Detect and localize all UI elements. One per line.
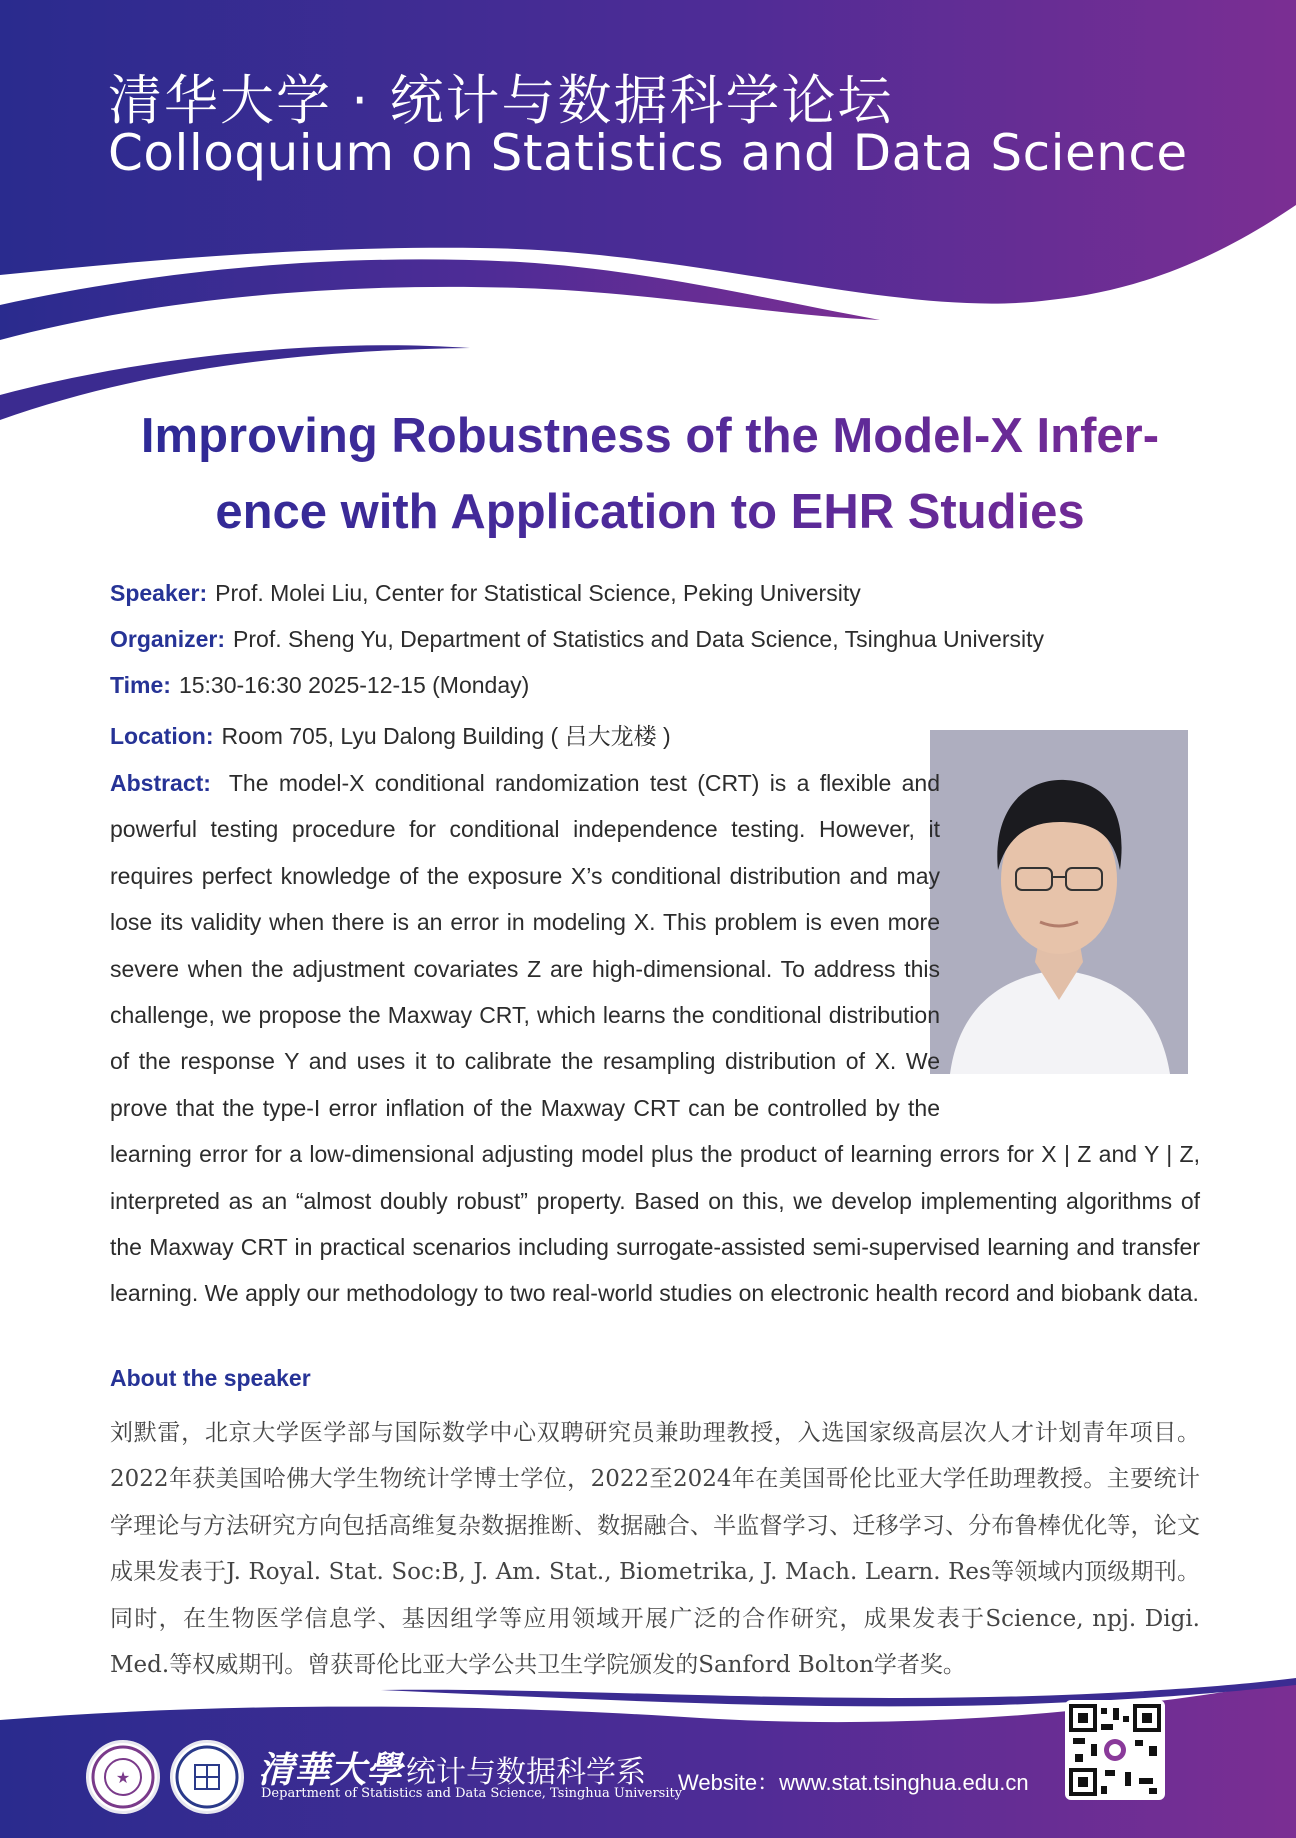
- speaker-label: Speaker:: [110, 580, 208, 606]
- colloquium-title-english: Colloquium on Statistics and Data Science: [108, 124, 1188, 182]
- header-banner: [0, 0, 1296, 420]
- location-label: Location:: [110, 723, 214, 749]
- time-label: Time:: [110, 672, 171, 698]
- abstract-text: The model-X conditional randomization test (CRT) is a flexible and powerful testing procedure for conditional independence testing. However, it requires perfect knowledge of the exposure X’s conditional distribution and may lose its validity when there is an error in modeling X. This problem is even more severe when the adjustment covariates Z are high-dimensional. To address this challenge, we propose the Maxway CRT, which learns the conditional distribution of the response Y and uses it to calibrate the resampling distribution of X. We prove that the type-I error inflation of the Maxway CRT can be controlled by the learning error for a low-dimensional adjusting model plus the product of learning errors for X | Z and Y | Z, interpreted as an “almost doubly robust” property. Based on this, we develop implementing algorithms of the Maxway CRT in practical scenarios including surrogate-assisted semi-supervised learning and transfer learning. We apply our methodology to two real-world studies on electronic health record and biobank data.: [110, 770, 1200, 1307]
- svg-text:★: ★: [115, 1768, 131, 1787]
- speaker-row: [110, 580, 1210, 607]
- university-seal-icon: [86, 1740, 160, 1814]
- department-name-english: Department of Statistics and Data Science, Tsinghua University: [261, 1786, 683, 1801]
- location-value: Room 705, Lyu Dalong Building ( 吕大龙楼 ): [221, 723, 671, 749]
- about-speaker-heading: About the speaker: [110, 1365, 311, 1391]
- speaker-bio: 刘默雷，北京大学医学部与国际数学中心双聘研究员兼助理教授，入选国家级高层次人才计划青年项目。2022年获美国哈佛大学生物统计学博士学位，2022至2024年在美国哥伦比亚大学任助理教授。主要统计学理论与方法研究方向包括高维复杂数据推断、数据融合、半监督学习、迁移学习、分布鲁棒优化等，论文成果发表于J. Royal. Stat. Soc:B, J. Am. Stat., Biometrika, J. Mach. Learn. Res等领域内顶级期刊。同时，在生物医学信息学、基因组学等应用领域开展广泛的合作研究，成果发表于Science, npj. Digi. Med.等权威期刊。曾获哥伦比亚大学公共卫生学院颁发的Sanford Bolton学者奖。: [110, 1420, 1200, 1679]
- organizer-row: [110, 626, 1210, 653]
- organizer-label: Organizer:: [110, 626, 226, 652]
- speaker-value: Prof. Molei Liu, Center for Statistical Science, Peking University: [215, 580, 861, 606]
- talk-title-line-2: ence with Application to EHR Studies: [215, 485, 1085, 539]
- website-link[interactable]: Website：www.stat.tsinghua.edu.cn: [678, 1770, 1029, 1795]
- qr-code-icon[interactable]: [1065, 1700, 1165, 1800]
- time-value: 15:30-16:30 2025-12-15 (Monday): [178, 672, 530, 698]
- time-row: [110, 672, 1210, 699]
- abstract-paragraph: [110, 760, 1200, 1317]
- colloquium-title-chinese: 清华大学 · 统计与数据科学论坛: [108, 69, 894, 132]
- photo-spacer: [954, 764, 1200, 1089]
- talk-title-line-1: Improving Robustness of the Model-X Infer-: [140, 409, 1160, 463]
- talk-title: [90, 398, 1210, 550]
- tsinghua-calligraphy-logo: 清華大學: [258, 1749, 403, 1791]
- abstract-label: Abstract:: [110, 770, 211, 796]
- department-name-cn: 统计与数据科学系: [406, 1755, 647, 1790]
- department-seal-icon: [170, 1740, 244, 1814]
- organizer-value: Prof. Sheng Yu, Department of Statistics and Data Science, Tsinghua University: [233, 626, 1045, 652]
